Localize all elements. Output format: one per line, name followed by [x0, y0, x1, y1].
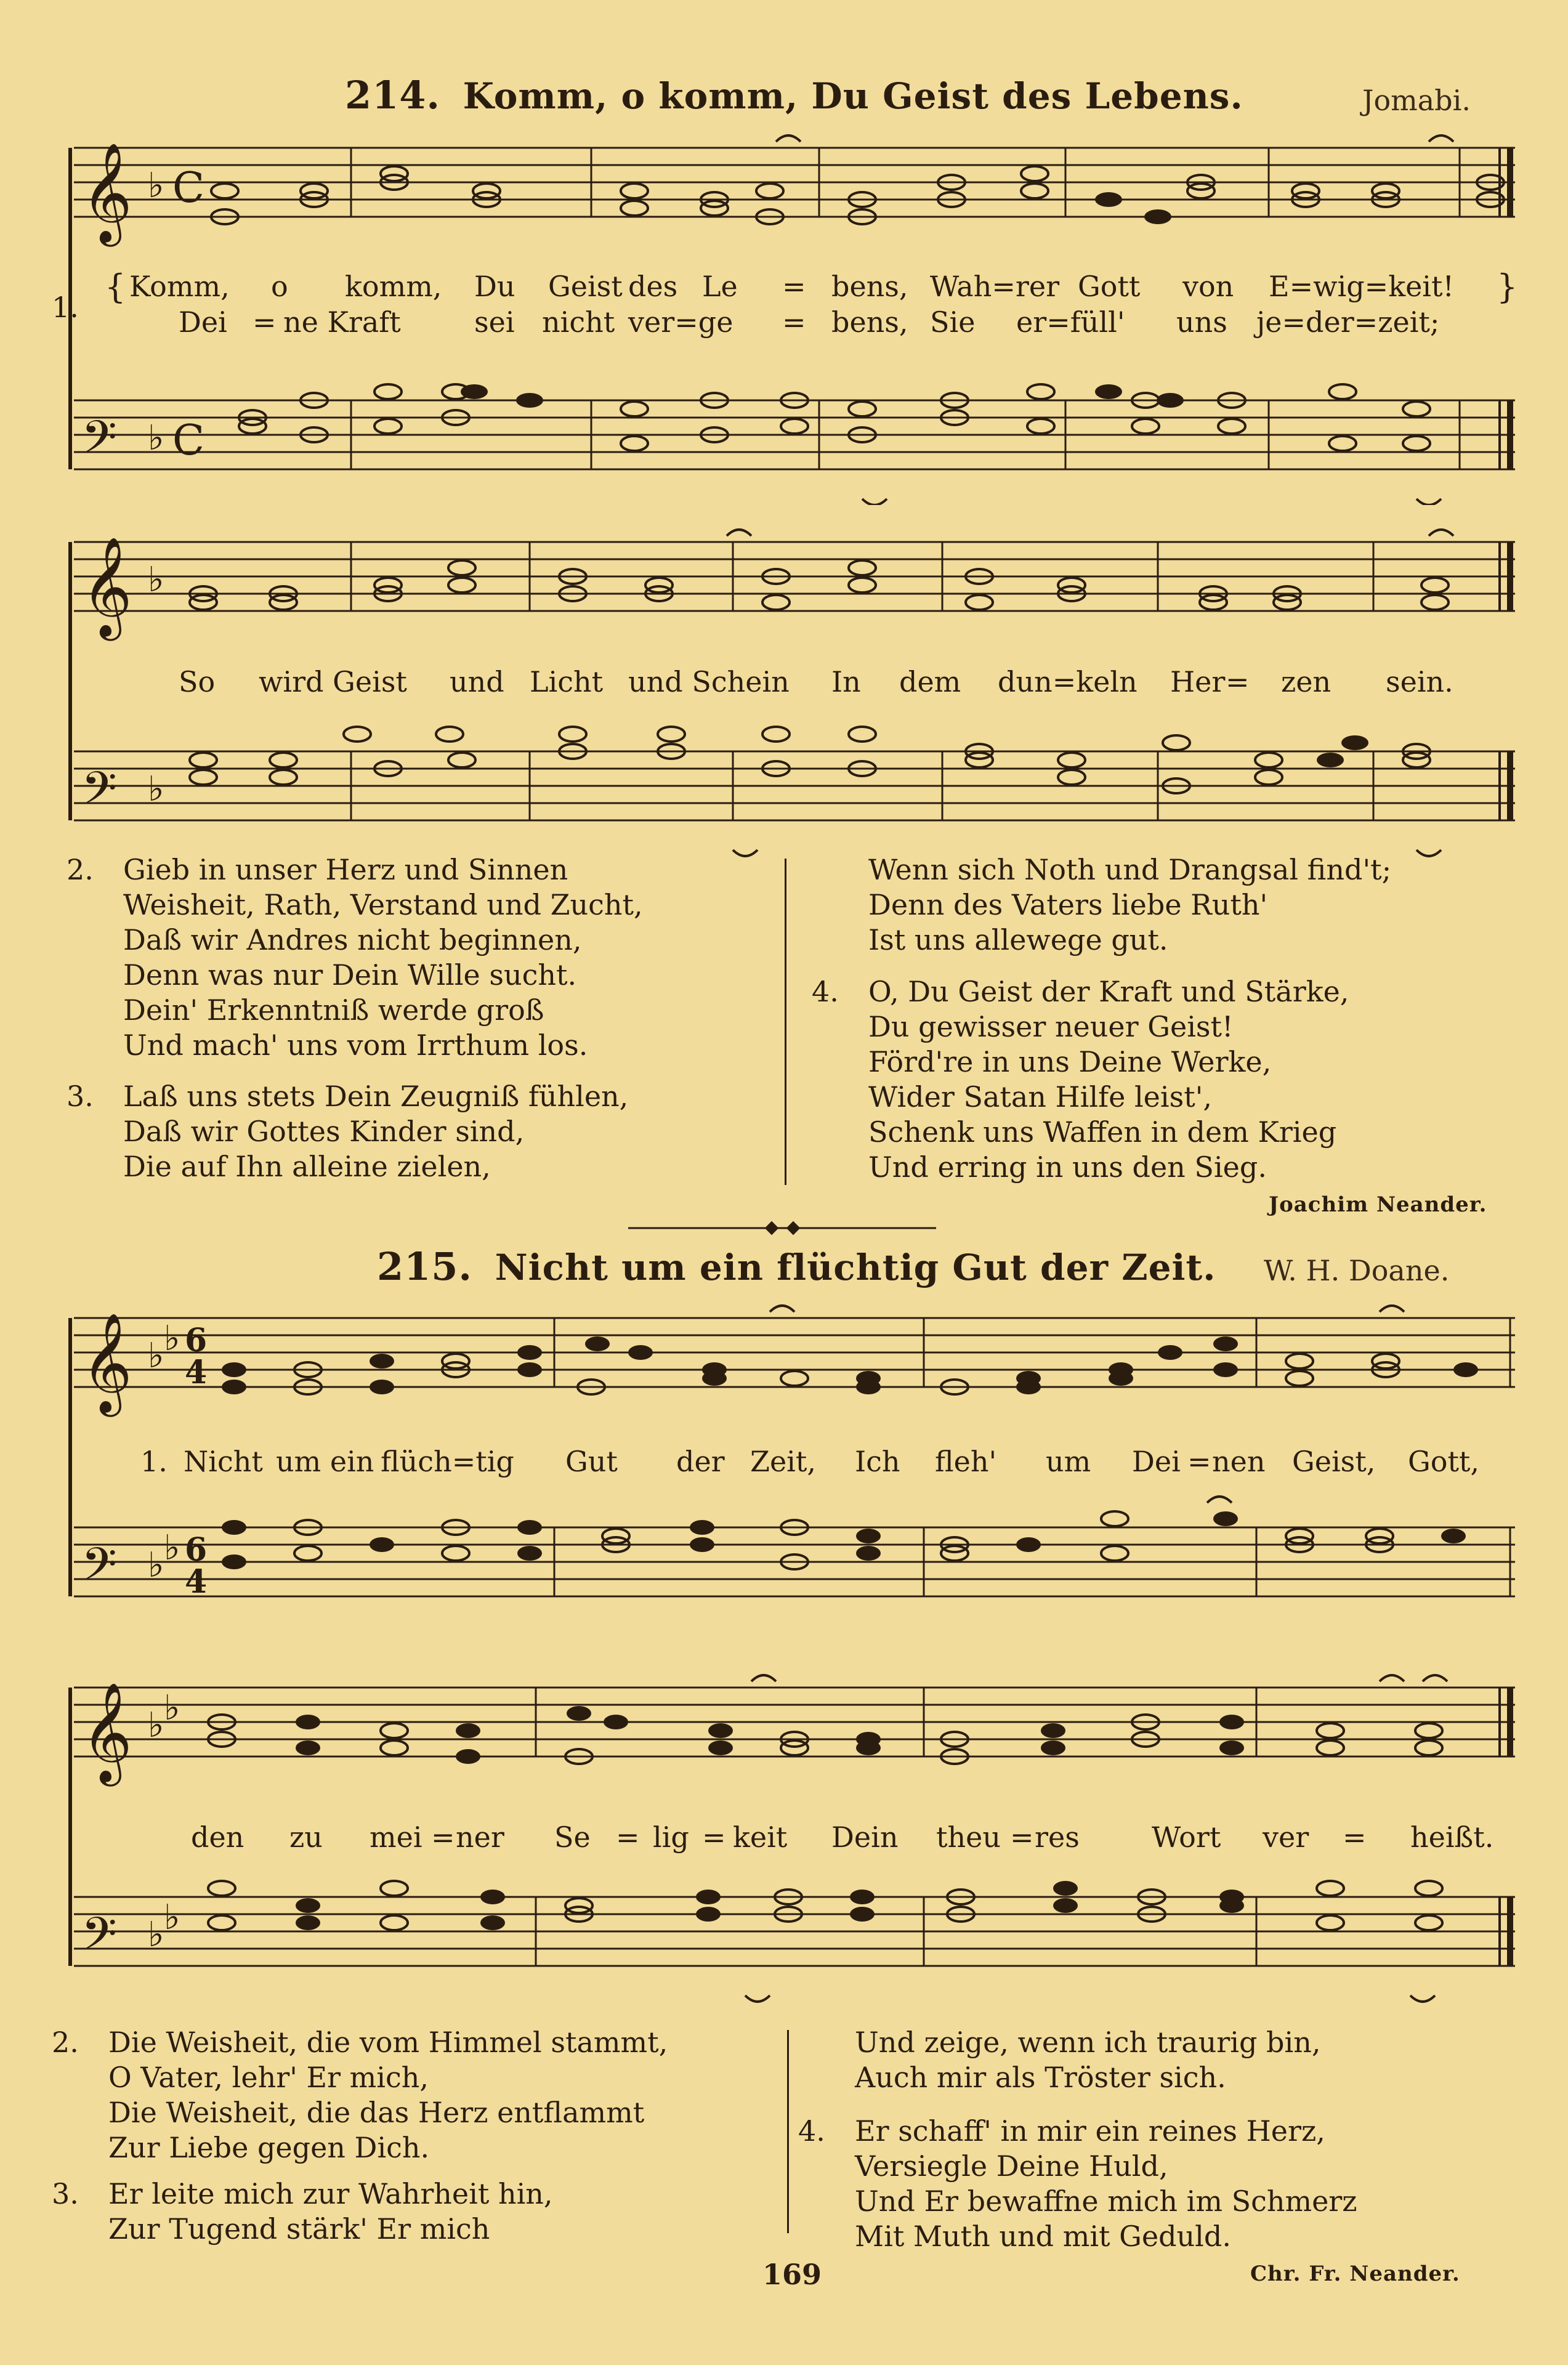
flat-icon: ♭ — [164, 1688, 180, 1728]
bass-clef-icon: 𝄢 — [81, 762, 117, 827]
hymn-215-composer: W. H. Doane. — [1264, 1254, 1450, 1287]
lyric-syllable: sei — [474, 305, 515, 339]
lyric-syllable: = — [1187, 1445, 1211, 1478]
stanza-line: Denn des Vaters liebe Ruth' — [868, 888, 1268, 921]
lyric-syllable: uns — [1176, 305, 1227, 339]
stanza-line: Ist uns allewege gut. — [868, 923, 1168, 956]
stanza-number: 4. — [798, 2114, 825, 2148]
lyric-syllable: E=wig=keit! — [1269, 270, 1454, 303]
lyric-syllable: um — [1046, 1445, 1091, 1478]
hymn-215-verse-label: 1. — [140, 1445, 168, 1478]
lyric-syllable: Du — [474, 270, 515, 303]
lyric-syllable: ver — [1263, 1821, 1309, 1854]
stanza-line: O Vater, lehr' Er mich, — [108, 2061, 429, 2094]
lyric-syllable: wird Geist — [259, 665, 407, 698]
bass-clef-icon: 𝄢 — [81, 411, 117, 475]
common-time-icon: C — [172, 416, 205, 465]
bass-clef-icon: 𝄢 — [81, 1907, 117, 1972]
column-divider — [785, 859, 786, 1185]
hymnbook-page: 214. Komm, o komm, Du Geist des Lebens. Jomabi. 𝄞 ♭ C 𝄢 ♭ C 1. { Komm, o komm, Du Geist des Le = bens, Wah=rer Gott von E=wig=keit! } Dei = ne Kraft sei nicht ver=ge = bens, Sie er=füll' uns je=der=zeit; 𝄞 ♭ 𝄢 ♭ So wird Geist und Licht und Schein In dem dun=keln Her = zen sein. 2. Gieb in unser Herz und Sinnen Weisheit, Rath, Verstand und Zucht, Daß wir Andres nicht beginnen, Denn was nur Dein Wille sucht. Dein' Erkenntniß werde groß Und mach' uns vom Irrthum los. 3. Laß uns stets Dein Zeugniß fühlen, Daß wir Gottes Kinder sind, Die auf Ihn alleine zielen, Wenn sich Noth und Drangsal find't; Denn des Vaters liebe Ruth' Ist uns allewege gut. 4. O, Du Geist der Kraft und Stärke, Du gewisser neuer Geist! Förd're in uns Deine Werke, Wider Satan Hilfe leist', Schenk uns Waffen in dem Krieg Und erring in uns den Sieg. Joachim Neander. 215. Nicht um ein flüchtig Gut der Zeit. W. H. Doane. 𝄞 ♭ ♭ 6 4 𝄢 ♭ ♭ 6 4 1. Nicht um ein flüch=tig Gut der Zeit, Ich fleh' um Dei = nen Geist, Gott, 𝄞 ♭ ♭ 𝄢 ♭ ♭ den zu mei = ner Se = lig = keit Dein theu = res Wort ver = heißt. 2. Die Weisheit, die vom Himmel stammt, O Vater, lehr' Er mich, Die Weisheit, die das Herz entflammt Zur Liebe gegen Dich. 3. Er leite mich zur Wahrheit hin, Zur Tugend stärk' Er mich Und zeige, wenn ich traurig bin, Auch mir als Tröster sich. 4. Er schaff' in mir ein reines Herz, Versiegle Deine Huld, Und Er bewaffne mich im Schmerz Mit Muth und mit Geduld. 169 Chr. Fr. Neander. — [0, 0, 1568, 2365]
lyric-syllable: Ich — [855, 1445, 900, 1478]
treble-clef-icon: 𝄞 — [81, 536, 132, 637]
lyric-syllable: Se — [554, 1821, 591, 1854]
lyric-syllable: Le — [702, 270, 738, 303]
lyric-syllable: Gut — [565, 1445, 618, 1478]
stanza-line: Dein' Erkenntniß werde groß — [123, 993, 544, 1027]
flat-icon: ♭ — [164, 1319, 180, 1359]
hymn-214-stanza-3-cont — [868, 852, 1391, 958]
hymn-215-number: 215. — [377, 1244, 473, 1289]
lyric-syllable: Geist, — [1292, 1445, 1376, 1478]
hymn-215-stanza-3 — [52, 2177, 553, 2247]
stanza-line: Daß wir Gottes Kinder sind, — [123, 1115, 525, 1148]
lyric-syllable: mei — [370, 1821, 422, 1854]
hymn-214-number: 214. — [345, 73, 441, 118]
lyric-syllable: von — [1182, 270, 1234, 303]
lyric-syllable: Geist — [548, 270, 623, 303]
treble-clef-icon: 𝄞 — [81, 1682, 132, 1782]
lyric-syllable: bens, — [831, 270, 908, 303]
lyric-syllable: Zeit, — [750, 1445, 817, 1478]
hymn-214-title — [345, 73, 1243, 118]
stanza-line: Die auf Ihn alleine zielen, — [123, 1150, 491, 1183]
lyric-syllable: = — [1226, 665, 1250, 698]
stanza-line: Die Weisheit, die vom Himmel stammt, — [108, 2026, 668, 2059]
lyric-syllable: Wah=rer — [930, 270, 1060, 303]
stanza-number: 3. — [67, 1080, 94, 1113]
treble-clef-icon: 𝄞 — [81, 142, 132, 243]
hymn-215-name: Nicht um ein flüchtig Gut der Zeit. — [495, 1247, 1216, 1288]
lyric-syllable: zu — [289, 1821, 323, 1854]
lyric-syllable: bens, — [831, 305, 908, 339]
stanza-line: Du gewisser neuer Geist! — [868, 1010, 1234, 1043]
lyric-syllable: dun=keln — [998, 665, 1138, 698]
hymn-214-composer: Jomabi. — [1362, 84, 1471, 117]
stanza-line: Und Er bewaffne mich im Schmerz — [855, 2185, 1357, 2218]
flat-icon: ♭ — [148, 1336, 164, 1376]
time-signature-bottom: 4 — [185, 1563, 208, 1601]
lyric-syllable: nen — [1212, 1445, 1266, 1478]
stanza-line: Wenn sich Noth und Drangsal find't; — [868, 853, 1392, 886]
lyric-syllable: So — [179, 665, 216, 698]
lyric-syllable: Sie — [930, 305, 976, 339]
lyric-syllable: sein. — [1386, 665, 1453, 698]
lyric-syllable: und — [450, 665, 504, 698]
flat-icon: ♭ — [164, 1528, 180, 1568]
hymn-215-stanza-3-cont — [855, 2025, 1320, 2095]
lyric-syllable: = — [1343, 1821, 1367, 1854]
lyric-syllable: keit — [733, 1821, 788, 1854]
hymn-215-stanza-4 — [798, 2114, 1357, 2254]
lyric-syllable: zen — [1281, 665, 1332, 698]
lyric-syllable: lig — [653, 1821, 689, 1854]
lyric-syllable: Gott, — [1408, 1445, 1480, 1478]
flat-icon: ♭ — [148, 418, 164, 458]
stanza-line: Und erring in uns den Sieg. — [868, 1150, 1267, 1184]
stanza-line: Weisheit, Rath, Verstand und Zucht, — [123, 888, 643, 921]
lyric-syllable: Dein — [831, 1821, 899, 1854]
column-divider — [787, 2030, 789, 2233]
time-signature-top: 6 — [185, 1531, 208, 1569]
lyric-syllable: Wort — [1152, 1821, 1221, 1854]
hymn-214-verse-label: 1. — [52, 291, 79, 324]
time-signature-bottom: 4 — [185, 1354, 208, 1391]
stanza-line: O, Du Geist der Kraft und Stärke, — [868, 975, 1349, 1008]
lyric-syllable: nicht — [542, 305, 615, 339]
treble-clef-icon: 𝄞 — [81, 1312, 132, 1413]
hymn-214-stanza-4 — [812, 974, 1349, 1185]
lyric-syllable: theu — [936, 1821, 1001, 1854]
lyric-syllable: In — [831, 665, 861, 698]
stanza-line: Gieb in unser Herz und Sinnen — [123, 853, 568, 886]
stanza-line: Förd're in uns Deine Werke, — [868, 1045, 1272, 1078]
common-time-icon: C — [172, 164, 205, 212]
lyric-syllable: Gott — [1078, 270, 1141, 303]
lyric-syllable: Her — [1170, 665, 1226, 698]
hymn-215-stanza-2 — [52, 2025, 668, 2165]
stanza-number: 2. — [67, 853, 94, 886]
lyric-syllable: = — [1010, 1821, 1034, 1854]
lyric-syllable: des — [628, 270, 678, 303]
lyric-syllable: = — [782, 305, 806, 339]
time-signature-top: 6 — [185, 1322, 208, 1359]
lyric-syllable: den — [191, 1821, 244, 1854]
stanza-line: Mit Muth und mit Geduld. — [855, 2220, 1231, 2253]
lyric-syllable: Dei — [1132, 1445, 1181, 1478]
lyric-syllable: Licht — [530, 665, 604, 698]
lyric-syllable: flüch=tig — [381, 1445, 514, 1478]
hymn-215-title — [377, 1244, 1216, 1289]
stanza-line: Laß uns stets Dein Zeugniß fühlen, — [123, 1080, 629, 1113]
hymn-215-author: Chr. Fr. Neander. — [1250, 2262, 1460, 2286]
stanza-line: Schenk uns Waffen in dem Krieg — [868, 1115, 1337, 1149]
stanza-line: Denn was nur Dein Wille sucht. — [123, 958, 577, 992]
lyric-syllable: der — [676, 1445, 725, 1478]
lyric-syllable: je=der=zeit; — [1256, 305, 1440, 339]
hymn-214-stanza-2 — [67, 852, 643, 1063]
hymn-214-name: Komm, o komm, Du Geist des Lebens. — [463, 75, 1243, 117]
flat-icon: ♭ — [148, 166, 164, 206]
stanza-line: Auch mir als Tröster sich. — [855, 2061, 1226, 2094]
flat-icon: ♭ — [164, 1898, 180, 1938]
lyric-syllable: = — [253, 305, 277, 339]
lyric-syllable: komm, — [345, 270, 442, 303]
stanza-line: Er leite mich zur Wahrheit hin, — [108, 2177, 553, 2210]
flat-icon: ♭ — [148, 560, 164, 600]
stanza-line: Und zeige, wenn ich traurig bin, — [855, 2026, 1321, 2059]
lyric-syllable: o — [271, 270, 288, 303]
lyric-syllable: = — [431, 1821, 455, 1854]
lyric-syllable: res — [1035, 1821, 1080, 1854]
flat-icon: ♭ — [148, 1915, 164, 1955]
flat-icon: ♭ — [148, 1545, 164, 1585]
stanza-line: Und mach' uns vom Irrthum los. — [123, 1029, 588, 1062]
lyric-syllable: Komm, — [129, 270, 230, 303]
lyric-syllable: ver=ge — [628, 305, 733, 339]
page-number: 169 — [762, 2258, 822, 2291]
stanza-line: Versiegle Deine Huld, — [855, 2149, 1168, 2183]
lyric-syllable: dem — [899, 665, 961, 698]
hymn-214-stanza-3 — [67, 1079, 629, 1184]
lyric-syllable: um ein — [276, 1445, 374, 1478]
stanza-line: Daß wir Andres nicht beginnen, — [123, 923, 582, 956]
flat-icon: ♭ — [148, 1705, 164, 1745]
stanza-line: Wider Satan Hilfe leist', — [868, 1080, 1212, 1114]
lyric-syllable: fleh' — [935, 1445, 997, 1478]
lyric-syllable: ne Kraft — [283, 305, 401, 339]
lyric-syllable: ner — [456, 1821, 504, 1854]
stanza-number: 3. — [52, 2177, 79, 2210]
lyric-syllable: und Schein — [628, 665, 790, 698]
lyric-syllable: er=füll' — [1016, 305, 1125, 339]
stanza-line: Die Weisheit, die das Herz entflammt — [108, 2096, 645, 2129]
lyric-syllable: Dei — [179, 305, 227, 339]
flat-icon: ♭ — [148, 769, 164, 809]
stanza-line: Zur Liebe gegen Dich. — [108, 2131, 430, 2164]
lyric-syllable: = — [782, 270, 806, 303]
lyric-syllable: = — [702, 1821, 726, 1854]
stanza-number: 2. — [52, 2026, 79, 2059]
lyric-syllable: = — [616, 1821, 640, 1854]
lyric-syllable: Nicht — [184, 1445, 263, 1478]
stanza-line: Er schaff' in mir ein reines Herz, — [855, 2114, 1325, 2148]
bass-clef-icon: 𝄢 — [81, 1538, 117, 1603]
hymn-214-author: Joachim Neander. — [1269, 1192, 1487, 1217]
stanza-line: Zur Tugend stärk' Er mich — [108, 2212, 490, 2246]
section-divider-icon — [628, 1221, 936, 1235]
lyric-syllable: heißt. — [1410, 1821, 1494, 1854]
stanza-number: 4. — [812, 975, 839, 1008]
